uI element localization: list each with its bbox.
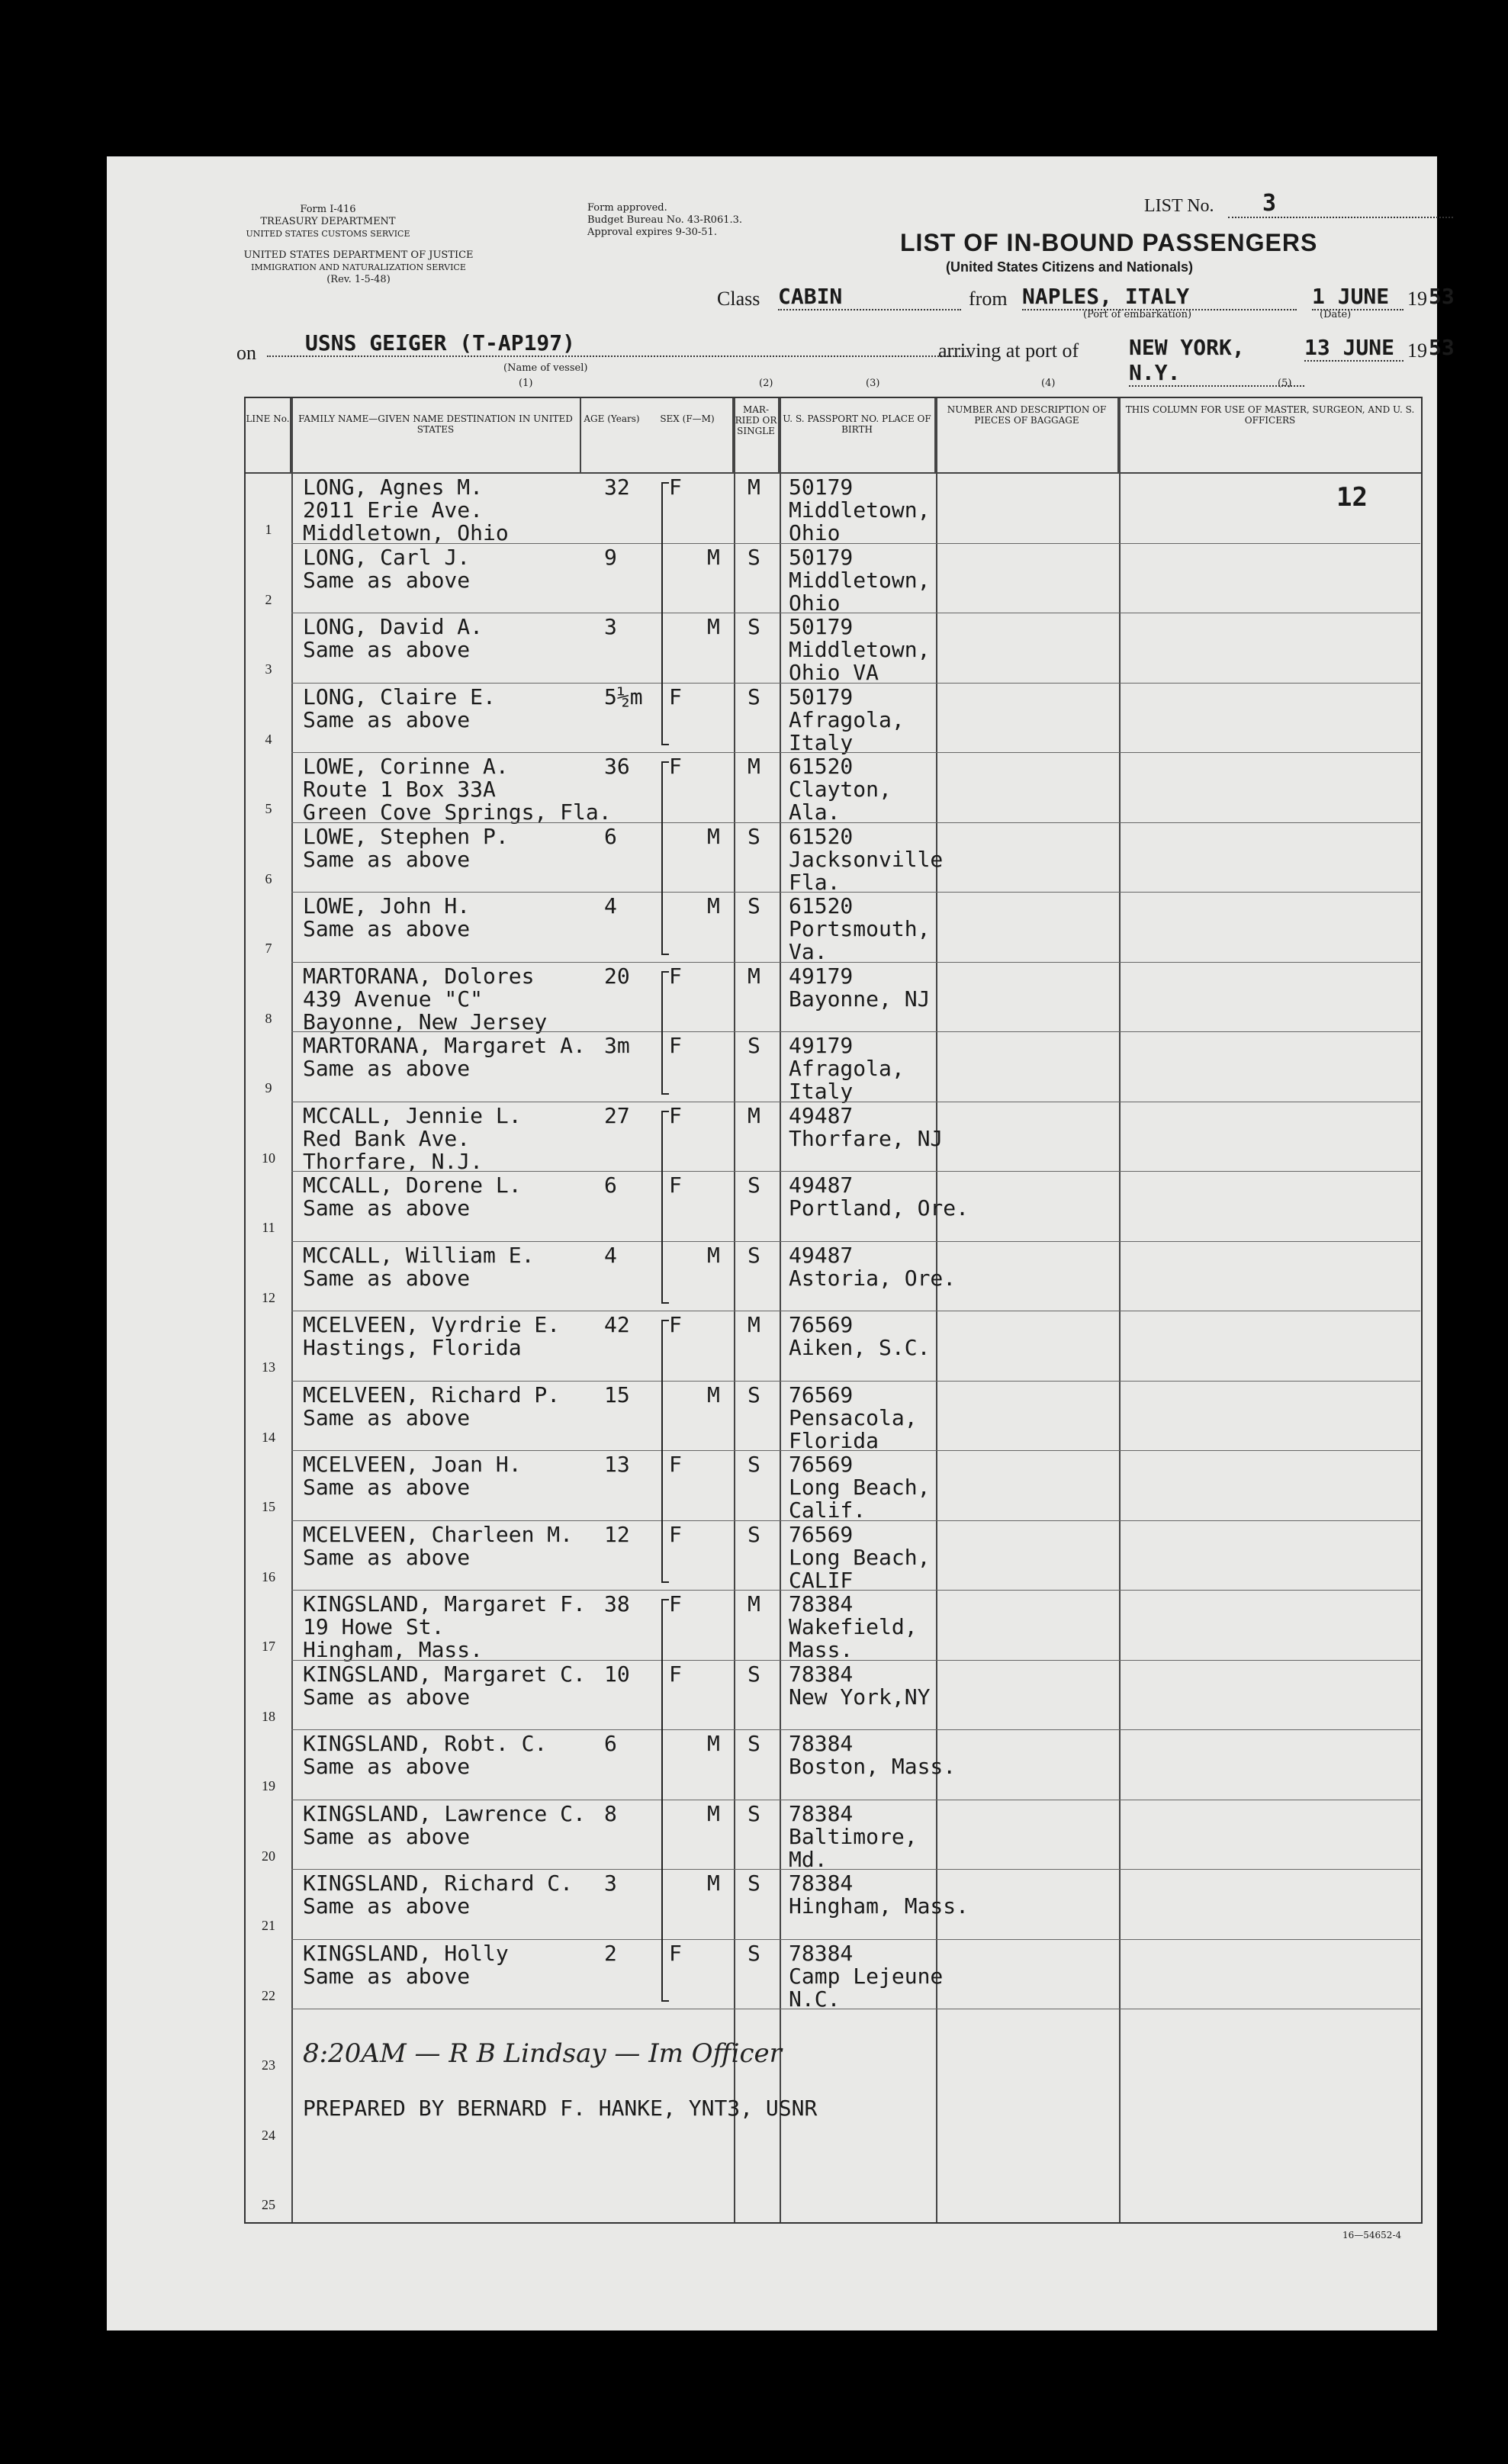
passport-number: 78384 — [789, 1661, 854, 1687]
approval-line-2: Budget Bureau No. 43-R061.3. — [587, 214, 743, 226]
col-header-age: AGE (Years) — [584, 413, 640, 424]
page-subtitle: (United States Citizens and Nationals) — [946, 259, 1194, 275]
sex-value: F — [669, 1033, 682, 1058]
birthplace-line-2: Italy — [789, 729, 854, 755]
passenger-name: KINGSLAND, Lawrence C. — [303, 1800, 586, 1826]
table-row — [246, 1801, 1420, 1871]
family-bracket-mark — [661, 761, 669, 955]
passenger-name: LOWE, Corinne A. — [303, 754, 509, 779]
passport-number: 49487 — [789, 1242, 854, 1268]
birthplace-line-2: Fla. — [789, 869, 841, 895]
row-divider — [291, 1729, 1420, 1730]
family-bracket-mark — [661, 971, 669, 1095]
destination-line-1: Same as above — [303, 1195, 471, 1221]
passenger-name: LOWE, John H. — [303, 893, 471, 918]
table-row — [246, 1452, 1420, 1522]
row-divider — [291, 962, 1420, 963]
age-value: 4 — [604, 1242, 617, 1268]
birthplace-line-2: Ohio — [789, 520, 841, 545]
form-header-left — [244, 204, 412, 240]
sex-value: F — [669, 1661, 682, 1687]
col-num-4: (4) — [1041, 378, 1056, 389]
passport-number: 76569 — [789, 1312, 854, 1337]
birthplace-line-2: CALIF — [789, 1567, 854, 1593]
destination-line-1: Same as above — [303, 1754, 471, 1779]
port-caption: (Port of embarkation) — [1083, 309, 1192, 320]
family-bracket-mark — [661, 1320, 669, 1583]
passenger-name: KINGSLAND, Margaret C. — [303, 1661, 586, 1687]
destination-line-1: Same as above — [303, 1823, 471, 1849]
line-number: 21 — [262, 1918, 275, 1933]
passenger-name: MARTORANA, Margaret A. — [303, 1033, 586, 1058]
col-header-name: FAMILY NAME—GIVEN NAME DESTINATION IN UNITED STATES — [291, 398, 581, 472]
class-label: Class — [717, 288, 760, 310]
marital-status: S — [748, 1661, 760, 1687]
row-divider — [291, 1939, 1420, 1940]
table-row — [246, 1243, 1420, 1313]
col-header-passport: U. S. PASSPORT NO. PLACE OF BIRTH — [780, 398, 936, 472]
age-value: 12 — [604, 1521, 630, 1547]
marital-status: M — [748, 754, 760, 779]
passenger-name: MCELVEEN, Richard P. — [303, 1382, 561, 1407]
age-value: 15 — [604, 1382, 630, 1407]
marital-status: S — [748, 893, 760, 918]
destination-line-2: Middletown, Ohio — [303, 520, 509, 545]
table-row — [246, 1661, 1420, 1732]
destination-line-1: Same as above — [303, 1475, 471, 1500]
row-divider — [291, 683, 1420, 684]
table-row — [246, 614, 1420, 684]
destination-line-1: Red Bank Ave. — [303, 1125, 471, 1151]
age-value: 38 — [604, 1591, 630, 1616]
line-number: 23 — [262, 2057, 275, 2073]
sex-value: M — [707, 614, 720, 639]
destination-line-1: Same as above — [303, 1056, 471, 1081]
birthplace-line-1: New York,NY — [789, 1684, 931, 1710]
table-row — [246, 893, 1420, 963]
passport-number: 76569 — [789, 1382, 854, 1407]
form-approval — [587, 202, 801, 239]
destination-line-1: Same as above — [303, 567, 471, 593]
sex-value: F — [669, 1102, 682, 1128]
age-value: 10 — [604, 1661, 630, 1687]
birthplace-line-2: Ala. — [789, 799, 841, 825]
inspector-signature: 8:20AM — R B Lindsay — Im Officer — [303, 2038, 782, 2069]
family-bracket-mark — [661, 482, 669, 745]
birthplace-line-2: Md. — [789, 1846, 828, 1872]
table-row — [246, 684, 1420, 754]
sex-value: F — [669, 1452, 682, 1477]
form-footer-code: 16—54652-4 — [1342, 2230, 1402, 2240]
age-value: 13 — [604, 1452, 630, 1477]
marital-status: M — [748, 963, 760, 989]
passenger-name: LONG, Claire E. — [303, 684, 496, 709]
arrival-port: NEW YORK, N.Y. — [1129, 335, 1304, 387]
birthplace-line-1: Bayonne, NJ — [789, 986, 931, 1012]
table-row — [246, 1591, 1420, 1661]
marital-status: S — [748, 1452, 760, 1477]
passport-number: 61520 — [789, 823, 854, 849]
col-header-baggage: NUMBER AND DESCRIPTION OF PIECES OF BAGGAGE — [936, 398, 1119, 472]
approval-line-3: Approval expires 9-30-51. — [587, 227, 717, 238]
passenger-name: KINGSLAND, Robt. C. — [303, 1731, 548, 1756]
destination-line-1: Same as above — [303, 916, 471, 941]
passport-number: 50179 — [789, 684, 854, 709]
destination-line-2: Hingham, Mass. — [303, 1637, 484, 1662]
row-divider — [291, 1520, 1420, 1521]
row-divider — [291, 1590, 1420, 1591]
line-number: 8 — [265, 1010, 272, 1026]
table-row — [246, 754, 1420, 824]
sex-value: M — [707, 893, 720, 918]
birthplace-line-1: Portsmouth, — [789, 916, 931, 941]
embarkation-port: NAPLES, ITALY — [1022, 284, 1297, 310]
family-bracket-mark — [661, 1599, 669, 2002]
passport-number: 78384 — [789, 1800, 854, 1826]
officer-count-note: 12 — [1336, 482, 1368, 513]
row-divider — [291, 1241, 1420, 1242]
sex-value: M — [707, 1800, 720, 1826]
passenger-name: MCELVEEN, Vyrdrie E. — [303, 1312, 561, 1337]
marital-status: S — [748, 823, 760, 849]
on-label: on — [236, 342, 256, 364]
vessel-caption: (Name of vessel) — [503, 362, 588, 374]
row-divider — [291, 1450, 1420, 1451]
line-number: 6 — [265, 870, 272, 886]
col-num-5: (5) — [1278, 378, 1292, 389]
table-row — [246, 824, 1420, 894]
passport-number: 49179 — [789, 963, 854, 989]
sex-value: M — [707, 1731, 720, 1756]
table-row — [246, 1522, 1420, 1592]
birthplace-line-1: Camp Lejeune — [789, 1963, 944, 1989]
row-divider — [291, 1660, 1420, 1661]
birthplace-line-1: Long Beach, — [789, 1475, 931, 1500]
table-row — [246, 1382, 1420, 1452]
birthplace-line-1: Thorfare, NJ — [789, 1125, 944, 1151]
passenger-name: MARTORANA, Dolores — [303, 963, 535, 989]
destination-line-1: Same as above — [303, 1893, 471, 1919]
birthplace-line-1: Middletown, — [789, 637, 931, 662]
birthplace-line-1: Wakefield, — [789, 1614, 918, 1639]
row-divider — [291, 822, 1420, 823]
destination-line-1: 439 Avenue "C" — [303, 986, 484, 1012]
destination-line-2: Green Cove Springs, Fla. — [303, 799, 612, 825]
dept-treasury: TREASURY DEPARTMENT — [260, 216, 396, 227]
row-divider — [291, 1381, 1420, 1382]
line-number: 7 — [265, 941, 272, 956]
passenger-name: MCCALL, William E. — [303, 1242, 535, 1268]
line-number: 25 — [262, 2197, 275, 2212]
line-number: 1 — [265, 522, 272, 537]
date-caption: (Date) — [1320, 309, 1352, 320]
passenger-name: MCELVEEN, Charleen M. — [303, 1521, 574, 1547]
form-header-justice — [236, 249, 481, 286]
handwritten-inspection-note — [303, 2038, 1142, 2069]
col-header-married: MAR-RIED OR SINGLE — [734, 398, 780, 472]
passport-number: 76569 — [789, 1521, 854, 1547]
age-value: 8 — [604, 1800, 617, 1826]
birthplace-line-1: Astoria, Ore. — [789, 1265, 957, 1291]
line-number: 19 — [262, 1778, 275, 1793]
passenger-name: MCELVEEN, Joan H. — [303, 1452, 522, 1477]
destination-line-1: Same as above — [303, 1684, 471, 1710]
sex-value: M — [707, 1242, 720, 1268]
class-value: CABIN — [778, 284, 961, 310]
birthplace-line-2: Ohio VA — [789, 660, 879, 685]
marital-status: S — [748, 1521, 760, 1547]
destination-line-1: Same as above — [303, 1265, 471, 1291]
vessel-name: USNS GEIGER (T-AP197) — [267, 330, 969, 357]
table-row — [246, 1033, 1420, 1103]
col-num-1: (1) — [519, 378, 533, 389]
marital-status: S — [748, 1172, 760, 1198]
passport-number: 50179 — [789, 544, 854, 570]
sex-value: F — [669, 684, 682, 709]
line-number: 24 — [262, 2127, 275, 2143]
col-header-officers: THIS COLUMN FOR USE OF MASTER, SURGEON, AND U. S. OFFICERS — [1125, 404, 1415, 426]
line-number: 9 — [265, 1080, 272, 1095]
destination-line-2: Bayonne, New Jersey — [303, 1008, 548, 1034]
row-divider — [291, 1869, 1420, 1870]
passport-number: 50179 — [789, 614, 854, 639]
passport-number: 49487 — [789, 1172, 854, 1198]
arrival-date: 13 JUNE — [1304, 335, 1404, 362]
passport-number: 61520 — [789, 754, 854, 779]
birthplace-line-2: Florida — [789, 1427, 879, 1453]
passenger-name: LONG, Agnes M. — [303, 474, 484, 500]
birthplace-line-2: Mass. — [789, 1637, 854, 1662]
line-number: 4 — [265, 731, 272, 747]
table-row — [246, 1172, 1420, 1243]
marital-status: S — [748, 544, 760, 570]
birthplace-line-2: Italy — [789, 1079, 854, 1104]
marital-status: S — [748, 684, 760, 709]
passenger-name: MCCALL, Jennie L. — [303, 1102, 522, 1128]
sex-value: F — [669, 1172, 682, 1198]
line-number: 12 — [262, 1289, 275, 1305]
destination-line-1: Route 1 Box 33A — [303, 777, 496, 802]
sex-value: F — [669, 1940, 682, 1966]
passenger-name: KINGSLAND, Margaret F. — [303, 1591, 586, 1616]
line-number: 15 — [262, 1499, 275, 1514]
sex-value: F — [669, 1591, 682, 1616]
form-revision: (Rev. 1-5-48) — [326, 274, 391, 285]
marital-status: S — [748, 1731, 760, 1756]
year-prefix: 19 — [1407, 288, 1427, 310]
prepared-by: PREPARED BY BERNARD F. HANKE, YNT3, USNR — [303, 2096, 818, 2121]
col-header-line: LINE No. — [246, 398, 291, 472]
marital-status: S — [748, 614, 760, 639]
list-number-value: 3 — [1228, 190, 1453, 218]
passenger-name: LOWE, Stephen P. — [303, 823, 509, 849]
table-row — [246, 963, 1420, 1034]
sex-value: F — [669, 474, 682, 500]
table-row — [246, 474, 1420, 545]
destination-line-1: 19 Howe St. — [303, 1614, 445, 1639]
birthplace-line-1: Hingham, Mass. — [789, 1893, 969, 1919]
destination-line-1: Same as above — [303, 1544, 471, 1570]
col-header-sex: SEX (F—M) — [642, 398, 734, 472]
passenger-manifest-page — [107, 156, 1455, 2331]
age-value: 5½m — [604, 684, 643, 709]
embarkation-date: 1 JUNE — [1312, 284, 1404, 310]
sex-value: M — [707, 1871, 720, 1896]
passenger-table — [244, 397, 1423, 2224]
table-row — [246, 1941, 1420, 2011]
birthplace-line-1: Pensacola, — [789, 1404, 918, 1430]
row-divider — [291, 752, 1420, 753]
embarkation-year: 53 — [1429, 284, 1455, 309]
birthplace-line-1: Portland, Ore. — [789, 1195, 969, 1221]
line-number: 13 — [262, 1359, 275, 1375]
passport-number: 78384 — [789, 1731, 854, 1756]
line-number: 11 — [262, 1220, 275, 1235]
table-row — [246, 1731, 1420, 1801]
age-value: 42 — [604, 1312, 630, 1337]
sex-value: M — [707, 823, 720, 849]
marital-status: S — [748, 1242, 760, 1268]
destination-line-1: Same as above — [303, 846, 471, 872]
marital-status: M — [748, 1312, 760, 1337]
marital-status: M — [748, 474, 760, 500]
destination-line-2: Thorfare, N.J. — [303, 1148, 484, 1174]
birthplace-line-1: Aiken, S.C. — [789, 1335, 931, 1360]
passenger-name: MCCALL, Dorene L. — [303, 1172, 522, 1198]
passenger-name: KINGSLAND, Richard C. — [303, 1871, 574, 1896]
age-value: 20 — [604, 963, 630, 989]
row-divider — [291, 1171, 1420, 1172]
birthplace-line-2: Ohio — [789, 590, 841, 616]
destination-line-1: Hastings, Florida — [303, 1335, 522, 1360]
destination-line-1: 2011 Erie Ave. — [303, 497, 484, 523]
table-row — [246, 1871, 1420, 1941]
from-label: from — [969, 288, 1008, 310]
age-value: 6 — [604, 1731, 617, 1756]
arriving-label: arriving at port of — [938, 339, 1079, 362]
marital-status: S — [748, 1940, 760, 1966]
birthplace-line-1: Long Beach, — [789, 1544, 931, 1570]
destination-line-1: Same as above — [303, 706, 471, 732]
line-number: 5 — [265, 801, 272, 816]
age-value: 6 — [604, 823, 617, 849]
passport-number: 61520 — [789, 893, 854, 918]
line-number: 3 — [265, 661, 272, 677]
birthplace-line-2: N.C. — [789, 1986, 841, 2012]
birthplace-line-1: Jacksonville — [789, 846, 944, 872]
destination-line-1: Same as above — [303, 1963, 471, 1989]
page-title: LIST OF IN-BOUND PASSENGERS — [900, 229, 1318, 256]
age-value: 36 — [604, 754, 630, 779]
birthplace-line-1: Middletown, — [789, 567, 931, 593]
birthplace-line-1: Clayton, — [789, 777, 892, 802]
table-row — [246, 545, 1420, 615]
sex-value: F — [669, 754, 682, 779]
col-num-3: (3) — [866, 378, 880, 389]
sex-value: F — [669, 963, 682, 989]
line-number: 2 — [265, 591, 272, 607]
age-value: 4 — [604, 893, 617, 918]
age-value: 9 — [604, 544, 617, 570]
age-value: 3m — [604, 1033, 630, 1058]
dept-justice: UNITED STATES DEPARTMENT OF JUSTICE — [243, 249, 474, 261]
passport-number: 78384 — [789, 1591, 854, 1616]
age-value: 27 — [604, 1102, 630, 1128]
marital-status: S — [748, 1871, 760, 1896]
line-number: 10 — [262, 1150, 275, 1166]
destination-line-1: Same as above — [303, 637, 471, 662]
col-num-2: (2) — [759, 378, 773, 389]
row-divider — [291, 1031, 1420, 1032]
family-bracket-mark — [661, 1111, 669, 1304]
list-number-label: LIST No. — [1144, 196, 1214, 216]
row-divider — [291, 892, 1420, 893]
birthplace-line-1: Middletown, — [789, 497, 931, 523]
approval-line-1: Form approved. — [587, 202, 667, 214]
destination-line-1: Same as above — [303, 1404, 471, 1430]
birthplace-line-1: Afragola, — [789, 706, 905, 732]
passenger-name: LONG, Carl J. — [303, 544, 471, 570]
birthplace-line-2: Va. — [789, 939, 828, 964]
line-number: 22 — [262, 1987, 275, 2003]
age-value: 32 — [604, 474, 630, 500]
sex-value: M — [707, 1382, 720, 1407]
table-row — [246, 1103, 1420, 1173]
birthplace-line-1: Boston, Mass. — [789, 1754, 957, 1779]
arrival-year: 53 — [1429, 335, 1455, 360]
dept-customs: UNITED STATES CUSTOMS SERVICE — [246, 229, 410, 239]
line-number: 16 — [262, 1568, 275, 1584]
passport-number: 50179 — [789, 474, 854, 500]
age-value: 6 — [604, 1172, 617, 1198]
row-divider — [291, 543, 1420, 544]
marital-status: M — [748, 1591, 760, 1616]
dept-immigration: IMMIGRATION AND NATURALIZATION SERVICE — [251, 262, 466, 272]
marital-status: M — [748, 1102, 760, 1128]
line-number: 20 — [262, 1848, 275, 1864]
passenger-name: KINGSLAND, Holly — [303, 1940, 509, 1966]
form-number: Form I-416 — [300, 204, 356, 215]
marital-status: S — [748, 1800, 760, 1826]
passport-number: 78384 — [789, 1940, 854, 1966]
passport-number: 76569 — [789, 1452, 854, 1477]
birthplace-line-1: Afragola, — [789, 1056, 905, 1081]
age-value: 2 — [604, 1940, 617, 1966]
line-number: 17 — [262, 1639, 275, 1654]
year-prefix-2: 19 — [1407, 339, 1427, 362]
birthplace-line-1: Baltimore, — [789, 1823, 918, 1849]
marital-status: S — [748, 1033, 760, 1058]
sex-value: F — [669, 1312, 682, 1337]
line-number: 14 — [262, 1429, 275, 1445]
sex-value: M — [707, 544, 720, 570]
table-row — [246, 1312, 1420, 1382]
line-number: 18 — [262, 1708, 275, 1724]
age-value: 3 — [604, 1871, 617, 1896]
passport-number: 49179 — [789, 1033, 854, 1058]
marital-status: S — [748, 1382, 760, 1407]
sex-value: F — [669, 1521, 682, 1547]
age-value: 3 — [604, 614, 617, 639]
passenger-name: LONG, David A. — [303, 614, 484, 639]
header-divider — [246, 472, 1421, 474]
passport-number: 78384 — [789, 1871, 854, 1896]
passport-number: 49487 — [789, 1102, 854, 1128]
birthplace-line-2: Calif. — [789, 1497, 867, 1523]
